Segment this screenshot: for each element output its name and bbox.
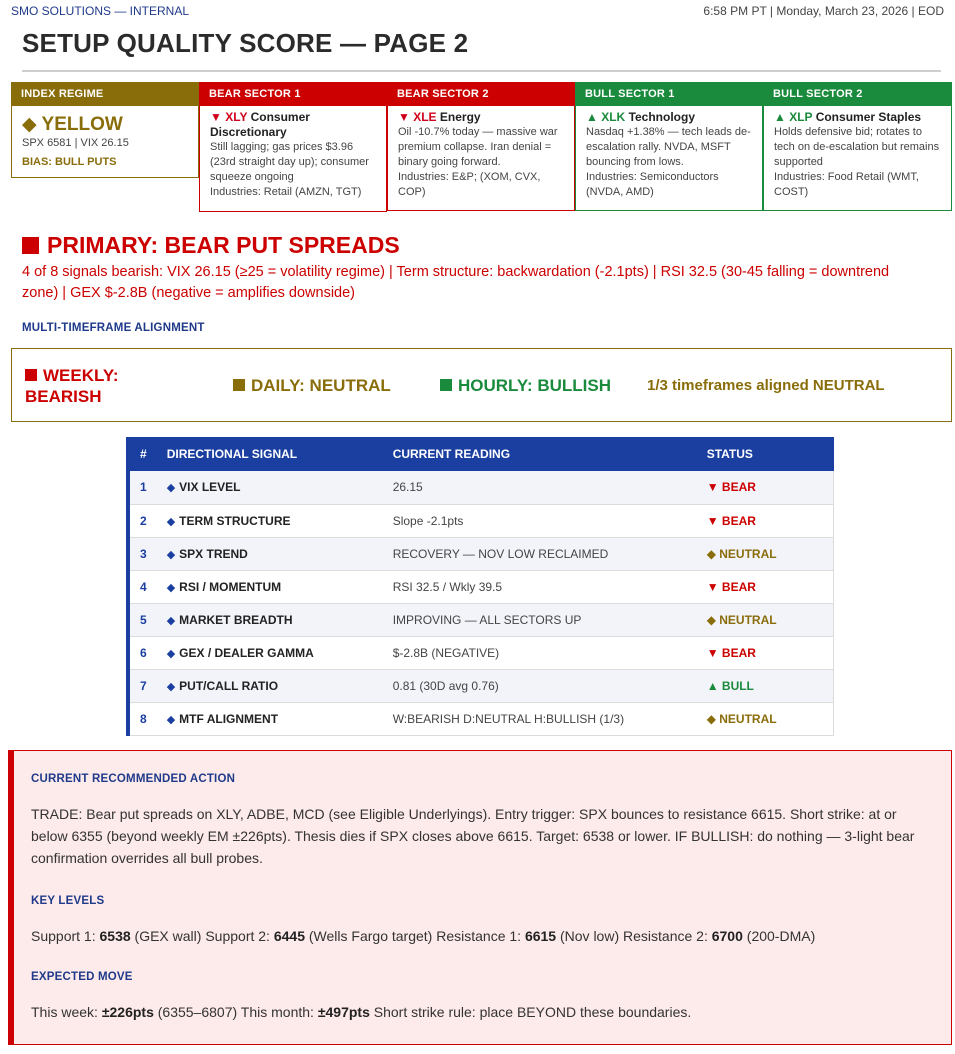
org-label: SMO SOLUTIONS — INTERNAL bbox=[11, 4, 190, 18]
col-header-reading: CURRENT READING bbox=[383, 437, 697, 471]
bear-sector-2-card bbox=[387, 82, 575, 211]
title-divider bbox=[22, 70, 941, 72]
mtf-hourly-label: HOURLY: BULLISH bbox=[458, 376, 611, 395]
bull-sector-1-name: Technology bbox=[628, 110, 696, 124]
action-header: CURRENT RECOMMENDED ACTION bbox=[31, 773, 236, 785]
signal-name-cell bbox=[157, 537, 383, 570]
action-text: TRADE: Bear put spreads on XLY, ADBE, MCD (see Eligible Underlyings). Entry trigger: SPX bounces to resistance 6615. Short strike: at or below 6355 (beyond weekly EM ±226pts). Thesis dies if SPX closes above 6615. Target: 6538 or lower. IF BULLISH: do nothing — 3-light bear confirmation overrides all bull probes. bbox=[31, 806, 915, 866]
mtf-aggregate: 1/3 timeframes aligned NEUTRAL bbox=[647, 377, 885, 394]
index-regime-card bbox=[11, 82, 199, 178]
support-2-label: Support 2: bbox=[205, 928, 270, 944]
bull-sector-2-industries: Industries: Food Retail (WMT, COST) bbox=[774, 171, 919, 198]
support-1-value: 6538 bbox=[99, 928, 131, 944]
up-arrow-icon: ▲ bbox=[774, 110, 790, 124]
reading-cell: $-2.8B (NEGATIVE) bbox=[383, 636, 697, 669]
table-row bbox=[128, 537, 834, 570]
support-2-value: 6445 bbox=[273, 928, 305, 944]
key-levels-text bbox=[31, 925, 931, 947]
signal-name: MTF ALIGNMENT bbox=[179, 711, 279, 726]
bull-sector-1-desc: Nasdaq +1.38% — tech leads de-escalation rally. NVDA, MSFT bouncing from lows. bbox=[586, 126, 751, 168]
bull-sector-2-header: BULL SECTOR 2 bbox=[763, 82, 952, 106]
mtf-daily bbox=[233, 376, 391, 396]
em-month-value: ±497pts bbox=[317, 1004, 370, 1020]
red-square-icon bbox=[25, 369, 37, 381]
bear-sector-2-ticker: XLE bbox=[413, 110, 437, 124]
bull-sector-2-card bbox=[763, 82, 952, 211]
bear-sector-2-desc: Oil -10.7% today — massive war premium collapse. Iran denial = binary going forward. bbox=[398, 126, 558, 168]
row-number: 1 bbox=[128, 471, 157, 504]
em-week-range: (6355–6807) bbox=[157, 1004, 238, 1020]
gold-square-icon bbox=[233, 379, 245, 391]
signal-name-cell bbox=[157, 702, 383, 735]
mtf-alignment-box bbox=[11, 348, 952, 422]
support-2-note: (Wells Fargo target) bbox=[308, 928, 433, 944]
em-week-value: ±226pts bbox=[101, 1004, 154, 1020]
diamond-icon: ◆ bbox=[166, 515, 176, 528]
bull-sector-1-ticker: XLK bbox=[601, 110, 626, 124]
page-title: SETUP QUALITY SCORE — PAGE 2 bbox=[22, 28, 469, 58]
signal-name: SPX TREND bbox=[179, 546, 248, 561]
index-regime-value: ◆ YELLOW bbox=[22, 114, 123, 135]
diamond-icon: ◆ bbox=[166, 548, 176, 561]
status-badge: ◆ NEUTRAL bbox=[697, 603, 834, 636]
signal-name-cell bbox=[157, 471, 383, 504]
top-bar bbox=[11, 2, 944, 18]
key-levels-header: KEY LEVELS bbox=[31, 895, 105, 907]
bull-sector-1-header: BULL SECTOR 1 bbox=[575, 82, 763, 106]
em-rule: Short strike rule: place BEYOND these boundaries. bbox=[373, 1004, 692, 1020]
bear-sector-1-header: BEAR SECTOR 1 bbox=[199, 82, 387, 106]
mtf-hourly bbox=[440, 376, 611, 396]
reading-cell: 0.81 (30D avg 0.76) bbox=[383, 669, 697, 702]
primary-strategy-desc: 4 of 8 signals bearish: VIX 26.15 (≥25 = volatility regime) | Term structure: backwardation (-2.1pts) | RSI 32.5 (30-45 falling = downtrend zone) | GEX $-2.8B (negative = amplifies downside) bbox=[22, 264, 890, 301]
signal-name: GEX / DEALER GAMMA bbox=[179, 645, 314, 660]
status-badge: ◆ NEUTRAL bbox=[697, 537, 834, 570]
recommended-action-panel bbox=[8, 750, 952, 1045]
signal-name: VIX LEVEL bbox=[179, 480, 241, 495]
reading-cell: W:BEARISH D:NEUTRAL H:BULLISH (1/3) bbox=[383, 702, 697, 735]
red-square-icon bbox=[22, 237, 39, 254]
regime-cards bbox=[11, 82, 952, 212]
bull-sector-1-card bbox=[575, 82, 763, 211]
row-number: 5 bbox=[128, 603, 157, 636]
support-1-label: Support 1: bbox=[31, 928, 96, 944]
signal-name: PUT/CALL RATIO bbox=[179, 678, 279, 693]
support-1-note: (GEX wall) bbox=[134, 928, 202, 944]
signal-name-cell bbox=[157, 636, 383, 669]
table-row bbox=[128, 471, 834, 504]
index-regime-bias: BIAS: BULL PUTS bbox=[22, 156, 117, 168]
expected-move-text bbox=[31, 1001, 931, 1023]
index-regime-sub: SPX 6581 | VIX 26.15 bbox=[22, 137, 129, 149]
bear-sector-1-desc: Still lagging; gas prices $3.96 (23rd straight day up); consumer squeeze ongoing bbox=[210, 141, 369, 183]
diamond-icon: ◆ bbox=[166, 680, 176, 693]
resistance-2-note: (200-DMA) bbox=[746, 928, 816, 944]
row-number: 7 bbox=[128, 669, 157, 702]
reading-cell: Slope -2.1pts bbox=[383, 504, 697, 537]
em-month-label: This month: bbox=[240, 1004, 314, 1020]
green-square-icon bbox=[440, 379, 452, 391]
bear-sector-1-name: Consumer Discretionary bbox=[210, 110, 310, 139]
status-badge: ▼ BEAR bbox=[697, 636, 834, 669]
reading-cell: RECOVERY — NOV LOW RECLAIMED bbox=[383, 537, 697, 570]
diamond-icon: ◆ bbox=[166, 647, 176, 660]
reading-cell: 26.15 bbox=[383, 471, 697, 504]
table-body bbox=[128, 471, 834, 735]
col-header-signal: DIRECTIONAL SIGNAL bbox=[157, 437, 383, 471]
resistance-1-label: Resistance 1: bbox=[436, 928, 522, 944]
bear-sector-2-industries: Industries: E&P; (XOM, CVX, COP) bbox=[398, 171, 541, 198]
mtf-weekly-label: WEEKLY: BEARISH bbox=[25, 366, 119, 406]
bear-sector-1-ticker: XLY bbox=[225, 110, 248, 124]
bull-sector-2-ticker: XLP bbox=[789, 110, 813, 124]
signal-name-cell bbox=[157, 570, 383, 603]
reading-cell: IMPROVING — ALL SECTORS UP bbox=[383, 603, 697, 636]
bull-sector-2-desc: Holds defensive bid; rotates to tech on de-escalation but remains supported bbox=[774, 126, 940, 168]
signal-name-cell bbox=[157, 603, 383, 636]
signal-name: TERM STRUCTURE bbox=[179, 513, 291, 528]
expected-move-header: EXPECTED MOVE bbox=[31, 971, 133, 983]
col-header-status: STATUS bbox=[697, 437, 834, 471]
row-number: 8 bbox=[128, 702, 157, 735]
row-number: 2 bbox=[128, 504, 157, 537]
bear-sector-2-name: Energy bbox=[439, 110, 481, 124]
status-badge: ▼ BEAR bbox=[697, 504, 834, 537]
index-regime-header: INDEX REGIME bbox=[11, 82, 199, 106]
timestamp: 6:58 PM PT | Monday, March 23, 2026 | EOD bbox=[703, 4, 944, 18]
bull-sector-1-industries: Industries: Semiconductors (NVDA, AMD) bbox=[586, 171, 719, 198]
row-number: 4 bbox=[128, 570, 157, 603]
resistance-1-note: (Nov low) bbox=[560, 928, 620, 944]
row-number: 3 bbox=[128, 537, 157, 570]
status-badge: ▼ BEAR bbox=[697, 570, 834, 603]
table-header-row bbox=[128, 437, 834, 471]
resistance-2-value: 6700 bbox=[711, 928, 743, 944]
bull-sector-2-name: Consumer Staples bbox=[815, 110, 922, 124]
bear-sector-1-card bbox=[199, 82, 387, 212]
status-badge: ▼ BEAR bbox=[697, 471, 834, 504]
table-row bbox=[128, 570, 834, 603]
signal-name: RSI / MOMENTUM bbox=[179, 579, 282, 594]
diamond-icon: ◆ bbox=[166, 482, 176, 495]
bear-sector-2-header: BEAR SECTOR 2 bbox=[387, 82, 575, 106]
status-badge: ▲ BULL bbox=[697, 669, 834, 702]
down-arrow-icon: ▼ bbox=[398, 110, 414, 124]
em-week-label: This week: bbox=[31, 1004, 98, 1020]
primary-strategy-label: PRIMARY: BEAR PUT SPREADS bbox=[47, 232, 400, 258]
up-arrow-icon: ▲ bbox=[586, 110, 602, 124]
status-badge: ◆ NEUTRAL bbox=[697, 702, 834, 735]
resistance-2-label: Resistance 2: bbox=[623, 928, 708, 944]
table-row bbox=[128, 603, 834, 636]
primary-strategy-title bbox=[22, 232, 400, 259]
reading-cell: RSI 32.5 / Wkly 39.5 bbox=[383, 570, 697, 603]
table-row bbox=[128, 636, 834, 669]
diamond-icon: ◆ bbox=[166, 713, 176, 726]
table-row bbox=[128, 504, 834, 537]
row-number: 6 bbox=[128, 636, 157, 669]
table-row bbox=[128, 702, 834, 735]
down-arrow-icon: ▼ bbox=[210, 110, 226, 124]
diamond-icon: ◆ bbox=[166, 614, 176, 627]
mtf-daily-label: DAILY: NEUTRAL bbox=[251, 376, 391, 395]
diamond-icon: ◆ bbox=[166, 581, 176, 594]
signal-name-cell bbox=[157, 504, 383, 537]
signal-name: MARKET BREADTH bbox=[179, 612, 293, 627]
bear-sector-1-industries: Industries: Retail (AMZN, TGT) bbox=[210, 186, 362, 198]
mtf-section-label: MULTI-TIMEFRAME ALIGNMENT bbox=[22, 322, 205, 334]
table-row bbox=[128, 669, 834, 702]
directional-signal-table bbox=[126, 437, 834, 736]
signal-name-cell bbox=[157, 669, 383, 702]
col-header-num: # bbox=[128, 437, 157, 471]
mtf-weekly bbox=[25, 365, 155, 407]
resistance-1-value: 6615 bbox=[524, 928, 557, 944]
